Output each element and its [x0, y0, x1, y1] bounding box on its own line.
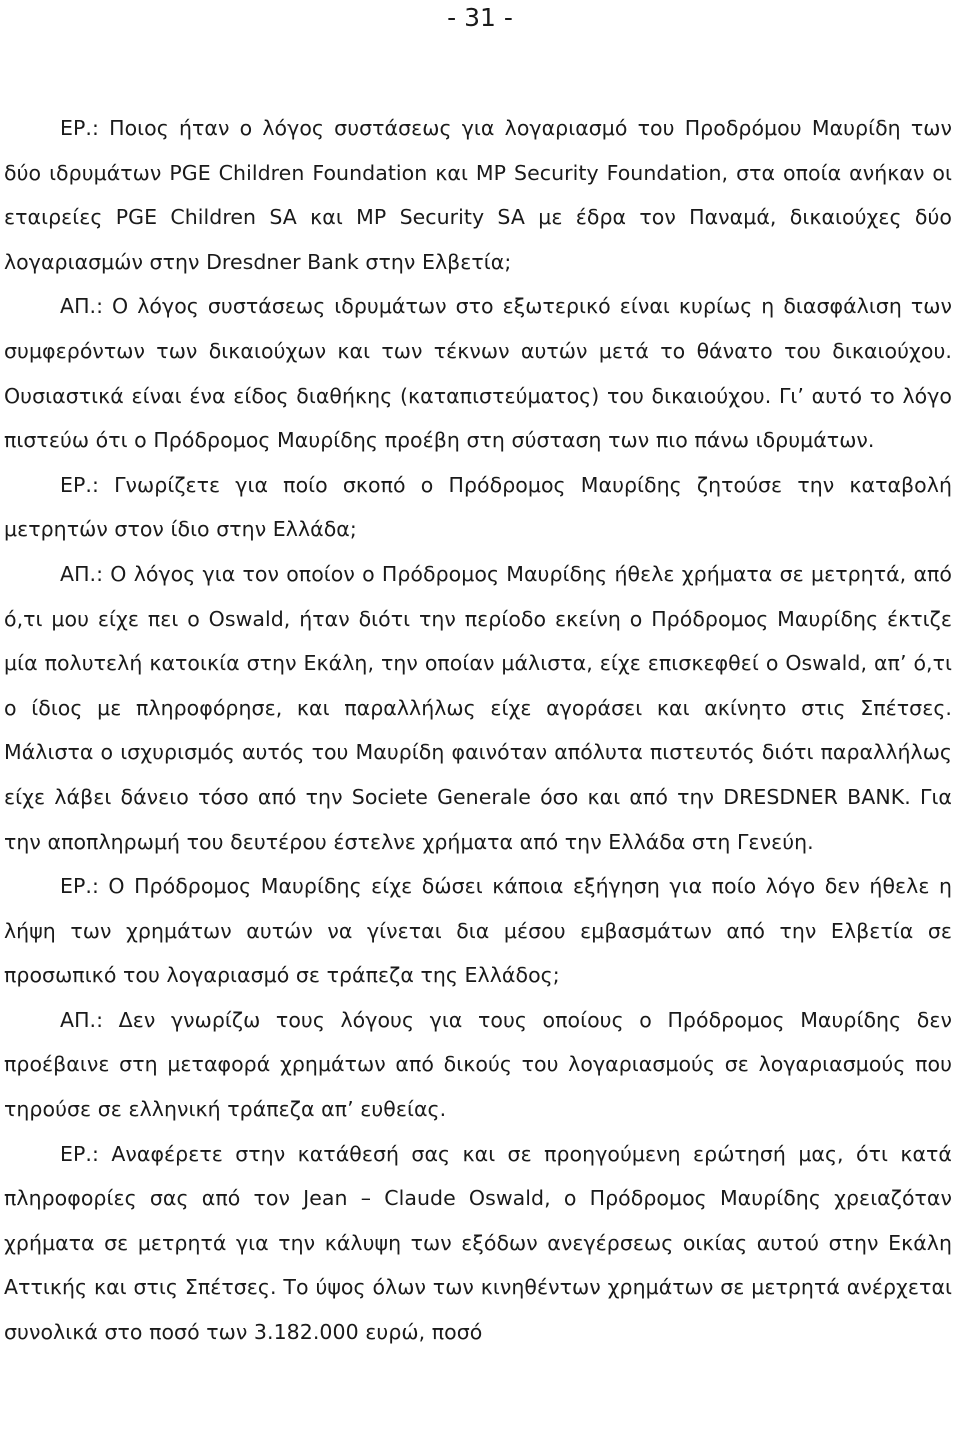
speaker-label: ΕΡ. — [60, 116, 92, 140]
transcript-body — [4, 106, 952, 1355]
page-number: - 31 - — [447, 3, 513, 32]
paragraph-text: : Ο λόγος για τον οποίον ο Πρόδρομος Μαυρίδης ήθελε χρήματα σε μετρητά, από ό,τι μου είχε πει ο Oswald, ήταν διότι την περίοδο εκείνη ο Πρόδρομος Μαυρίδης έκτιζε μία πολυτελή κατοικία στην Εκάλη, την οποίαν μάλιστα, είχε επισκεφθεί ο Oswald, απ’ ό,τι ο ίδιος με πληροφόρησε, και παραλλήλως είχε αγοράσει και ακίνητο στις Σπέτσες. Μάλιστα ο ισχυρισμός αυτός του Μαυρίδη φαινόταν απόλυτα πιστευτός διότι παραλλήλως είχε λάβει δάνειο τόσο από την Societe Generale όσο και από την DRESDNER BANK. Για την αποπληρωμή του δευτέρου έστελνε χρήματα από την Ελλάδα στη Γενεύη. — [4, 561, 952, 854]
question-paragraph — [4, 1132, 952, 1355]
speaker-label: ΕΡ. — [60, 874, 92, 899]
speaker-label: ΑΠ. — [60, 1007, 97, 1032]
speaker-label: ΕΡ. — [60, 472, 92, 497]
speaker-label: ΑΠ. — [60, 294, 97, 319]
answer-paragraph — [4, 284, 952, 462]
paragraph-text: : Γνωρίζετε για ποίο σκοπό ο Πρόδρομος Μαυρίδης ζητούσε την καταβολή μετρητών στον ίδιο στην Ελλάδα; — [4, 472, 952, 542]
answer-paragraph — [4, 998, 952, 1132]
question-paragraph — [4, 463, 952, 552]
answer-paragraph — [4, 552, 952, 864]
speaker-label: ΑΠ. — [60, 561, 97, 586]
paragraph-text: : Ο Πρόδρομος Μαυρίδης είχε δώσει κάποια εξήγηση για ποίο λόγο δεν ήθελε η λήψη των χρημάτων αυτών να γίνεται δια μέσου εμβασμάτων από την Ελβετία σε προσωπικό του λογαριασμό σε τράπεζα της Ελλάδος; — [4, 874, 952, 988]
paragraph-text: : Ο λόγος συστάσεως ιδρυμάτων στο εξωτερικό είναι κυρίως η διασφάλιση των συμφερόντων των δικαιούχων και των τέκνων αυτών μετά το θάνατο του δικαιούχου. Ουσιαστικά είναι ένα είδος διαθήκης (καταπιστεύματος) του δικαιούχου. Γι’ αυτό το λόγο πιστεύω ότι ο Πρόδρομος Μαυρίδης προέβη στη σύσταση των πιο πάνω ιδρυμάτων. — [4, 294, 952, 453]
paragraph-text: : Ποιος ήταν ο λόγος συστάσεως για λογαριασμό του Προδρόμου Μαυρίδη των δύο ιδρυμάτων PGE Children Foundation και MP Security Foundation, στα οποία ανήκαν οι εταιρείες PGE Children SA και MP Security SA με έδρα τον Παναμά, δικαιούχες δύο λογαριασμών στην Dresdner Bank στην Ελβετία; — [4, 116, 952, 274]
question-paragraph — [4, 106, 952, 284]
speaker-label: ΕΡ. — [60, 1141, 92, 1166]
paragraph-text: : Αναφέρετε στην κατάθεσή σας και σε προηγούμενη ερώτησή μας, ότι κατά πληροφορίες σας από τον Jean – Claude Oswald, ο Πρόδρομος Μαυρίδης χρειαζόταν χρήματα σε μετρητά για την κάλυψη των εξόδων ανεγέρσεως οικίας αυτού στην Εκάλη Αττικής και στις Σπέτσες. Το ύψος όλων των κινηθέντων χρημάτων σε μετρητά ανέρχεται συνολικά στο ποσό των 3.182.000 ευρώ, ποσό — [4, 1141, 952, 1345]
question-paragraph — [4, 864, 952, 998]
paragraph-text: : Δεν γνωρίζω τους λόγους για τους οποίους ο Πρόδρομος Μαυρίδης δεν προέβαινε στη μεταφορά χρημάτων από δικούς του λογαριασμούς σε λογαριασμούς που τηρούσε σε ελληνική τράπεζα απ’ ευθείας. — [4, 1007, 952, 1122]
